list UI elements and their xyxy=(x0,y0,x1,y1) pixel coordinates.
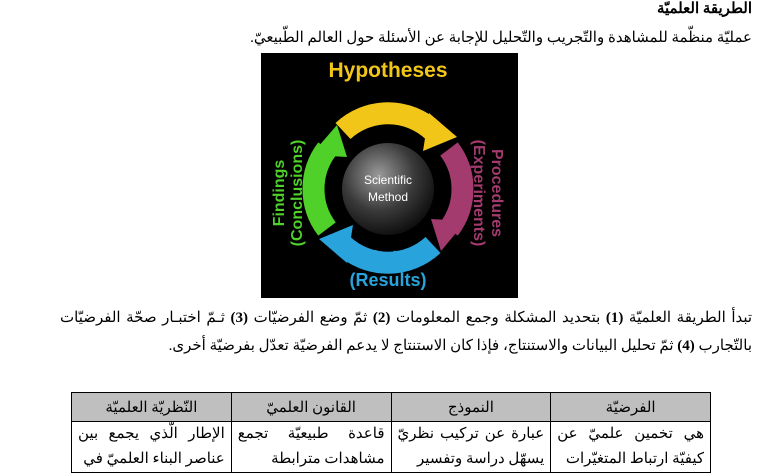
cell-hypothesis: هي تخمين علميّ عن كيفيّة ارتباط المتغيّرات xyxy=(551,422,711,473)
paragraph-part-3: ثمّ وضع الفرضيّات xyxy=(253,310,368,326)
section-heading: الطريقة العلميّة xyxy=(656,1,752,17)
definition-text: عمليّة منظّمة للمشاهدة والتّجريب والتّحليل للإجابة عن الأسئلة حول العالم الطّبيعيّ. xyxy=(250,30,752,46)
header-scientific-theory: النّظريّة العلميّة xyxy=(72,393,232,422)
data-label-line1: Data xyxy=(368,247,408,267)
scientific-method-diagram xyxy=(261,53,518,298)
step-number-1: (1) xyxy=(605,310,624,326)
header-hypothesis: الفرضيّة xyxy=(551,393,711,422)
header-scientific-law: القانون العلميّ xyxy=(231,393,391,422)
center-label-line2: Method xyxy=(367,190,409,204)
paragraph-part-1: تبدأ الطريقة العلميّة xyxy=(628,310,753,326)
definitions-table xyxy=(71,392,711,473)
table-header-row xyxy=(72,393,711,422)
step-number-4: (4) xyxy=(677,338,695,354)
cell-model: عبارة عن تركيب نظريّ يسهّل دراسة وتفسير xyxy=(391,422,551,473)
center-label-line1: Scientific xyxy=(363,173,413,187)
findings-label-line1: Findings xyxy=(271,159,288,227)
paragraph-part-2: بتحديد المشكلة وجمع المعلومات xyxy=(395,310,601,326)
step-number-3: (3) xyxy=(230,310,248,326)
data-label-line2: (Results) xyxy=(349,270,427,290)
paragraph-part-5: ثمّ تحليل البيانات والاستنتاج، فإذا كان الاستنتاج لا يدعم الفرضيّة تعدّل بفرضيّة أخرى. xyxy=(168,338,674,354)
hypotheses-label: Hypotheses xyxy=(328,59,448,82)
table-row xyxy=(72,422,711,473)
step-number-2: (2) xyxy=(372,310,391,326)
findings-label-line2: (Conclusions) xyxy=(289,139,306,247)
cell-scientific-theory: الإطار الّذي يجمع بين عناصر البناء العلميّ في xyxy=(72,422,232,473)
process-paragraph xyxy=(60,304,752,360)
paragraph-part-4: ثـمّ اختبـار صحّة الفرضيّات بالتّجارب xyxy=(60,310,752,354)
procedures-label-line1: Procedures xyxy=(488,148,505,238)
procedures-label-line2: (Experiments) xyxy=(470,139,487,247)
cell-scientific-law: قاعدة طبيعيّة تجمع مشاهدات مترابطة xyxy=(231,422,391,473)
header-model: النموذج xyxy=(391,393,551,422)
center-sphere xyxy=(342,143,434,235)
